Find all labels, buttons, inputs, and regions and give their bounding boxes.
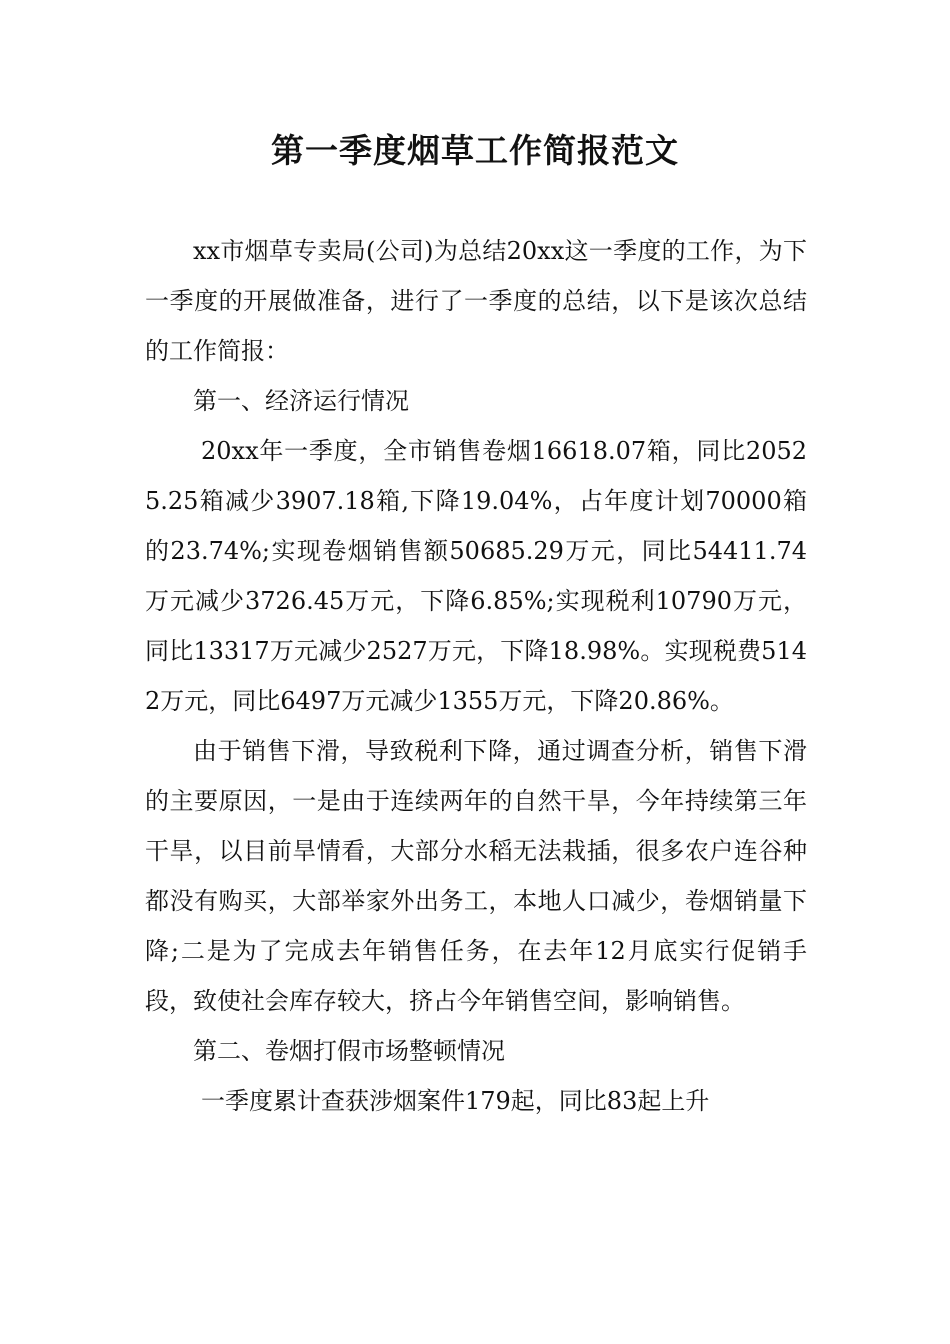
intro-paragraph: xx市烟草专卖局(公司)为总结20xx这一季度的工作，为下一季度的开展做准备，进行了一季度的总结，以下是该次总结的工作简报： xyxy=(145,237,807,365)
section-heading-economy: 第一、经济运行情况 xyxy=(193,387,409,415)
market-paragraph: 一季度累计查获涉烟案件179起，同比83起上升 xyxy=(201,1087,710,1115)
document-title: 第一季度烟草工作简报范文 xyxy=(271,131,679,170)
analysis-paragraph: 由于销售下滑，导致税利下降，通过调查分析，销售下滑的主要原因，一是由于连续两年的自然干旱，今年持续第三年干旱，以目前旱情看，大部分水稻无法栽插，很多农户连谷种都没有购买，大部举家外出务工，本地人口减少，卷烟销量下降;二是为了完成去年销售任务，在去年12月底实行促销手段，致使社会库存较大，挤占今年销售空间，影响销售。 xyxy=(145,737,807,1015)
section-heading-market: 第二、卷烟打假市场整顿情况 xyxy=(193,1037,505,1065)
document-body xyxy=(145,226,807,1126)
economy-paragraph: 20xx年一季度，全市销售卷烟16618.07箱，同比20525.25箱减少3907.18箱,下降19.04%，占年度计划70000箱的23.74%;实现卷烟销售额50685.29万元，同比54411.74万元减少3726.45万元，下降6.85%;实现税利10790万元，同比13317万元减少2527万元，下降18.98%。实现税费5142万元，同比6497万元减少1355万元，下降20.86%。 xyxy=(145,437,807,715)
